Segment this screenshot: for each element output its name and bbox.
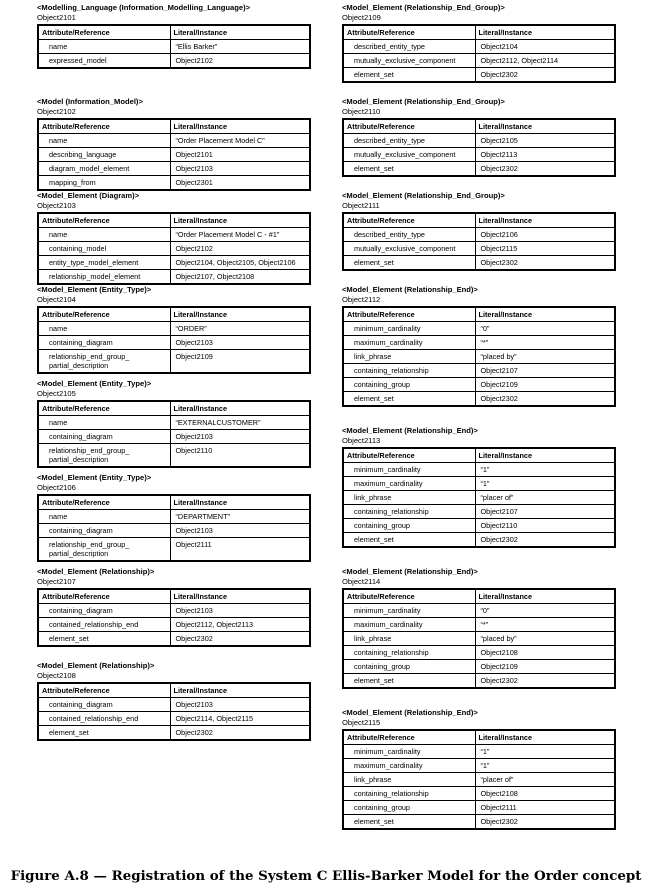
object-stereotype: <Modelling_Language (Information_Modelling_Language)> <box>37 3 251 12</box>
column-header-literal: Literal/Instance <box>170 213 310 228</box>
value-cell: Object2302 <box>170 726 310 741</box>
table-row <box>38 416 310 430</box>
object-block <box>37 97 311 191</box>
table-row <box>38 632 310 647</box>
value-cell: Object2103 <box>170 698 310 712</box>
value-cell: Object2110 <box>475 519 615 533</box>
table-row <box>343 505 615 519</box>
table-row <box>38 698 310 712</box>
value-cell: “ORDER” <box>170 322 310 336</box>
attribute-cell: minimum_cardinality <box>343 463 475 477</box>
table-row <box>38 228 310 242</box>
attribute-cell: minimum_cardinality <box>343 745 475 759</box>
attribute-cell: containing_relationship <box>343 505 475 519</box>
attribute-cell: name <box>38 40 170 54</box>
attribute-cell: relationship_end_group_ partial_description <box>38 444 170 468</box>
value-cell: Object2302 <box>475 162 615 177</box>
value-cell: “1” <box>475 463 615 477</box>
attribute-cell: element_set <box>38 632 170 647</box>
attribute-cell: relationship_end_group_ partial_description <box>38 538 170 562</box>
column-header-literal: Literal/Instance <box>475 589 615 604</box>
object-id: Object2111 <box>342 201 380 210</box>
column-header-literal: Literal/Instance <box>170 589 310 604</box>
object-stereotype: <Model_Element (Relationship_End)> <box>342 567 478 576</box>
table-row <box>38 322 310 336</box>
table-row <box>343 322 615 336</box>
value-cell: “placer of” <box>475 773 615 787</box>
attribute-cell: containing_diagram <box>38 604 170 618</box>
value-cell: Object2302 <box>475 68 615 83</box>
attribute-cell: minimum_cardinality <box>343 322 475 336</box>
object-stereotype: <Model (Information_Model)> <box>37 97 143 106</box>
value-cell: Object2103 <box>170 524 310 538</box>
value-cell: Object2111 <box>475 801 615 815</box>
object-id: Object2106 <box>37 483 76 492</box>
value-cell: Object2107 <box>475 364 615 378</box>
table-row <box>343 364 615 378</box>
table-header-row <box>343 213 615 228</box>
table-row <box>38 54 310 69</box>
attribute-cell: relationship_end_group_ partial_description <box>38 350 170 374</box>
attribute-cell: name <box>38 416 170 430</box>
value-cell: Object2302 <box>475 674 615 689</box>
object-id: Object2110 <box>342 107 381 116</box>
attribute-cell: contained_relationship_end <box>38 618 170 632</box>
table-header-row <box>343 119 615 134</box>
table-row <box>38 444 310 468</box>
object-stereotype: <Model_Element (Relationship)> <box>37 567 155 576</box>
table-row <box>343 242 615 256</box>
table-row <box>343 378 615 392</box>
attribute-table <box>342 447 616 548</box>
column-header-literal: Literal/Instance <box>475 448 615 463</box>
table-row <box>38 162 310 176</box>
value-cell: “Order Placement Model C - #1” <box>170 228 310 242</box>
table-header-row <box>38 401 310 416</box>
value-cell: Object2302 <box>475 815 615 830</box>
table-header-row <box>38 307 310 322</box>
object-block <box>37 473 311 567</box>
value-cell: Object2103 <box>170 162 310 176</box>
table-row <box>343 491 615 505</box>
table-row <box>343 801 615 815</box>
attribute-cell: described_entity_type <box>343 228 475 242</box>
attribute-cell: element_set <box>343 68 475 83</box>
table-row <box>343 40 615 54</box>
value-cell: Object2103 <box>170 430 310 444</box>
attribute-cell: maximum_cardinality <box>343 759 475 773</box>
object-stereotype: <Model_Element (Relationship_End)> <box>342 708 478 717</box>
attribute-cell: maximum_cardinality <box>343 336 475 350</box>
column-header-attribute: Attribute/Reference <box>38 495 170 510</box>
column-header-literal: Literal/Instance <box>475 213 615 228</box>
value-cell: Object2110 <box>170 444 310 468</box>
table-header-row <box>38 25 310 40</box>
value-cell: Object2302 <box>475 256 615 271</box>
table-header-row <box>343 25 615 40</box>
table-row <box>343 674 615 689</box>
object-id: Object2109 <box>342 13 381 22</box>
attribute-cell: link_phrase <box>343 350 475 364</box>
table-header-row <box>38 119 310 134</box>
attribute-cell: described_entity_type <box>343 40 475 54</box>
column-header-literal: Literal/Instance <box>170 401 310 416</box>
column-header-attribute: Attribute/Reference <box>343 448 475 463</box>
attribute-cell: containing_group <box>343 519 475 533</box>
attribute-table <box>37 494 311 562</box>
column-header-literal: Literal/Instance <box>475 25 615 40</box>
table-header-row <box>38 589 310 604</box>
table-row <box>343 148 615 162</box>
table-row <box>38 270 310 285</box>
value-cell: Object2109 <box>475 660 615 674</box>
object-block <box>342 3 616 97</box>
table-row <box>343 162 615 177</box>
attribute-cell: containing_relationship <box>343 646 475 660</box>
value-cell: “1” <box>475 759 615 773</box>
value-cell: Object2111 <box>170 538 310 562</box>
attribute-table <box>342 306 616 407</box>
value-cell: Object2113 <box>475 148 615 162</box>
object-block <box>37 3 311 97</box>
attribute-cell: relationship_model_element <box>38 270 170 285</box>
value-cell: Object2103 <box>170 604 310 618</box>
table-row <box>343 646 615 660</box>
object-block <box>37 285 311 379</box>
value-cell: Object2104 <box>475 40 615 54</box>
object-id: Object2107 <box>37 577 76 586</box>
attribute-table <box>342 118 616 177</box>
attribute-table <box>342 24 616 83</box>
table-row <box>343 773 615 787</box>
object-id: Object2101 <box>37 13 76 22</box>
value-cell: Object2102 <box>170 242 310 256</box>
left-column <box>37 3 311 741</box>
table-row <box>343 68 615 83</box>
table-row <box>38 712 310 726</box>
table-row <box>343 618 615 632</box>
object-block <box>37 191 311 285</box>
value-cell: Object2114, Object2115 <box>170 712 310 726</box>
value-cell: Object2109 <box>170 350 310 374</box>
column-header-literal: Literal/Instance <box>475 307 615 322</box>
object-block <box>342 285 616 426</box>
column-header-literal: Literal/Instance <box>475 730 615 745</box>
object-id: Object2108 <box>37 671 76 680</box>
value-cell: “EXTERNALCUSTOMER” <box>170 416 310 430</box>
attribute-cell: containing_group <box>343 801 475 815</box>
column-header-attribute: Attribute/Reference <box>38 683 170 698</box>
object-stereotype: <Model_Element (Relationship_End_Group)> <box>342 3 505 12</box>
value-cell: “*” <box>475 336 615 350</box>
figure-caption: Figure A.8 — Registration of the System C Ellis-Barker Model for the Order concept <box>10 868 642 884</box>
column-header-literal: Literal/Instance <box>170 495 310 510</box>
attribute-cell: name <box>38 134 170 148</box>
object-stereotype: <Model_Element (Relationship_End)> <box>342 285 478 294</box>
attribute-cell: diagram_model_element <box>38 162 170 176</box>
value-cell: Object2107 <box>475 505 615 519</box>
table-row <box>38 176 310 191</box>
object-block <box>342 97 616 191</box>
value-cell: Object2112, Object2113 <box>170 618 310 632</box>
object-id: Object2103 <box>37 201 76 210</box>
table-header-row <box>38 683 310 698</box>
table-row <box>38 350 310 374</box>
value-cell: Object2115 <box>475 242 615 256</box>
column-header-literal: Literal/Instance <box>170 307 310 322</box>
column-header-attribute: Attribute/Reference <box>38 213 170 228</box>
value-cell: “1” <box>475 477 615 491</box>
column-header-attribute: Attribute/Reference <box>343 589 475 604</box>
attribute-cell: name <box>38 322 170 336</box>
value-cell: “0” <box>475 322 615 336</box>
right-column <box>342 3 616 830</box>
table-row <box>343 256 615 271</box>
object-id: Object2114 <box>342 577 381 586</box>
value-cell: Object2108 <box>475 646 615 660</box>
table-row <box>38 430 310 444</box>
attribute-table <box>342 729 616 830</box>
object-id: Object2112 <box>342 295 381 304</box>
table-row <box>38 510 310 524</box>
attribute-cell: mutually_exclusive_component <box>343 148 475 162</box>
column-header-attribute: Attribute/Reference <box>343 307 475 322</box>
table-row <box>343 350 615 364</box>
table-header-row <box>343 730 615 745</box>
value-cell: Object2103 <box>170 336 310 350</box>
table-header-row <box>343 307 615 322</box>
attribute-cell: containing_diagram <box>38 698 170 712</box>
attribute-cell: describing_language <box>38 148 170 162</box>
object-id: Object2104 <box>37 295 76 304</box>
table-row <box>343 632 615 646</box>
attribute-cell: maximum_cardinality <box>343 618 475 632</box>
column-header-attribute: Attribute/Reference <box>38 307 170 322</box>
attribute-cell: element_set <box>38 726 170 741</box>
table-row <box>38 726 310 741</box>
table-row <box>38 256 310 270</box>
table-row <box>343 519 615 533</box>
column-header-attribute: Attribute/Reference <box>38 25 170 40</box>
attribute-cell: containing_model <box>38 242 170 256</box>
attribute-cell: element_set <box>343 815 475 830</box>
object-id: Object2113 <box>342 436 381 445</box>
table-row <box>38 336 310 350</box>
value-cell: “*” <box>475 618 615 632</box>
table-row <box>343 815 615 830</box>
attribute-cell: described_entity_type <box>343 134 475 148</box>
value-cell: “1” <box>475 745 615 759</box>
object-id: Object2115 <box>342 718 381 727</box>
column-header-attribute: Attribute/Reference <box>38 119 170 134</box>
value-cell: Object2302 <box>475 392 615 407</box>
table-row <box>343 54 615 68</box>
object-block <box>37 661 311 741</box>
attribute-table <box>37 588 311 647</box>
attribute-cell: containing_relationship <box>343 787 475 801</box>
attribute-cell: element_set <box>343 674 475 689</box>
value-cell: Object2301 <box>170 176 310 191</box>
value-cell: Object2109 <box>475 378 615 392</box>
object-stereotype: <Model_Element (Relationship_End_Group)> <box>342 191 505 200</box>
table-header-row <box>38 495 310 510</box>
object-block <box>342 191 616 285</box>
column-header-attribute: Attribute/Reference <box>343 730 475 745</box>
table-row <box>38 524 310 538</box>
attribute-cell: element_set <box>343 256 475 271</box>
object-block <box>37 379 311 473</box>
object-stereotype: <Model_Element (Relationship)> <box>37 661 155 670</box>
object-stereotype: <Model_Element (Entity_Type)> <box>37 473 152 482</box>
attribute-cell: mutually_exclusive_component <box>343 54 475 68</box>
object-id: Object2105 <box>37 389 76 398</box>
table-row <box>343 134 615 148</box>
object-block <box>342 708 616 830</box>
object-stereotype: <Model_Element (Entity_Type)> <box>37 379 152 388</box>
attribute-cell: mapping_from <box>38 176 170 191</box>
attribute-cell: link_phrase <box>343 773 475 787</box>
column-header-attribute: Attribute/Reference <box>343 25 475 40</box>
table-header-row <box>38 213 310 228</box>
attribute-cell: maximum_cardinality <box>343 477 475 491</box>
attribute-cell: link_phrase <box>343 491 475 505</box>
attribute-cell: entity_type_model_element <box>38 256 170 270</box>
value-cell: “0” <box>475 604 615 618</box>
object-stereotype: <Model_Element (Entity_Type)> <box>37 285 152 294</box>
attribute-cell: element_set <box>343 162 475 177</box>
value-cell: Object2107, Object2108 <box>170 270 310 285</box>
table-row <box>343 228 615 242</box>
column-header-literal: Literal/Instance <box>170 119 310 134</box>
attribute-cell: contained_relationship_end <box>38 712 170 726</box>
table-row <box>343 604 615 618</box>
attribute-table <box>37 24 311 69</box>
value-cell: “DEPARTMENT” <box>170 510 310 524</box>
value-cell: Object2104, Object2105, Object2106 <box>170 256 310 270</box>
object-id: Object2102 <box>37 107 76 116</box>
attribute-cell: minimum_cardinality <box>343 604 475 618</box>
attribute-cell: containing_diagram <box>38 524 170 538</box>
table-row <box>343 392 615 407</box>
table-row <box>343 745 615 759</box>
value-cell: Object2102 <box>170 54 310 69</box>
attribute-table <box>37 212 311 285</box>
attribute-table <box>37 306 311 374</box>
table-row <box>38 604 310 618</box>
table-row <box>343 336 615 350</box>
value-cell: “placed by” <box>475 350 615 364</box>
table-row <box>343 787 615 801</box>
value-cell: Object2112, Object2114 <box>475 54 615 68</box>
object-stereotype: <Model_Element (Diagram)> <box>37 191 140 200</box>
table-row <box>38 134 310 148</box>
table-header-row <box>343 589 615 604</box>
attribute-table <box>37 400 311 468</box>
value-cell: Object2302 <box>170 632 310 647</box>
table-row <box>343 463 615 477</box>
object-block <box>37 567 311 661</box>
attribute-cell: name <box>38 510 170 524</box>
table-row <box>38 148 310 162</box>
object-block <box>342 426 616 567</box>
attribute-table <box>342 212 616 271</box>
column-header-literal: Literal/Instance <box>475 119 615 134</box>
attribute-cell: containing_diagram <box>38 430 170 444</box>
value-cell: Object2302 <box>475 533 615 548</box>
value-cell: Object2101 <box>170 148 310 162</box>
value-cell: “placed by” <box>475 632 615 646</box>
attribute-cell: containing_group <box>343 660 475 674</box>
value-cell: “Order Placement Model C” <box>170 134 310 148</box>
table-row <box>343 660 615 674</box>
table-header-row <box>343 448 615 463</box>
column-header-literal: Literal/Instance <box>170 25 310 40</box>
value-cell: “placer of” <box>475 491 615 505</box>
attribute-cell: element_set <box>343 533 475 548</box>
value-cell: “Ellis Barker” <box>170 40 310 54</box>
table-row <box>38 40 310 54</box>
column-header-literal: Literal/Instance <box>170 683 310 698</box>
attribute-cell: link_phrase <box>343 632 475 646</box>
table-row <box>343 477 615 491</box>
value-cell: Object2105 <box>475 134 615 148</box>
table-row <box>343 533 615 548</box>
attribute-cell: mutually_exclusive_component <box>343 242 475 256</box>
column-header-attribute: Attribute/Reference <box>343 213 475 228</box>
object-stereotype: <Model_Element (Relationship_End_Group)> <box>342 97 505 106</box>
value-cell: Object2106 <box>475 228 615 242</box>
attribute-cell: name <box>38 228 170 242</box>
value-cell: Object2108 <box>475 787 615 801</box>
attribute-cell: containing_relationship <box>343 364 475 378</box>
object-block <box>342 567 616 708</box>
attribute-table <box>342 588 616 689</box>
column-header-attribute: Attribute/Reference <box>38 401 170 416</box>
attribute-cell: containing_group <box>343 378 475 392</box>
table-row <box>38 242 310 256</box>
object-stereotype: <Model_Element (Relationship_End)> <box>342 426 478 435</box>
table-row <box>38 538 310 562</box>
column-header-attribute: Attribute/Reference <box>343 119 475 134</box>
table-row <box>343 759 615 773</box>
attribute-cell: element_set <box>343 392 475 407</box>
attribute-table <box>37 682 311 741</box>
table-row <box>38 618 310 632</box>
attribute-table <box>37 118 311 191</box>
attribute-cell: expressed_model <box>38 54 170 69</box>
column-header-attribute: Attribute/Reference <box>38 589 170 604</box>
attribute-cell: containing_diagram <box>38 336 170 350</box>
